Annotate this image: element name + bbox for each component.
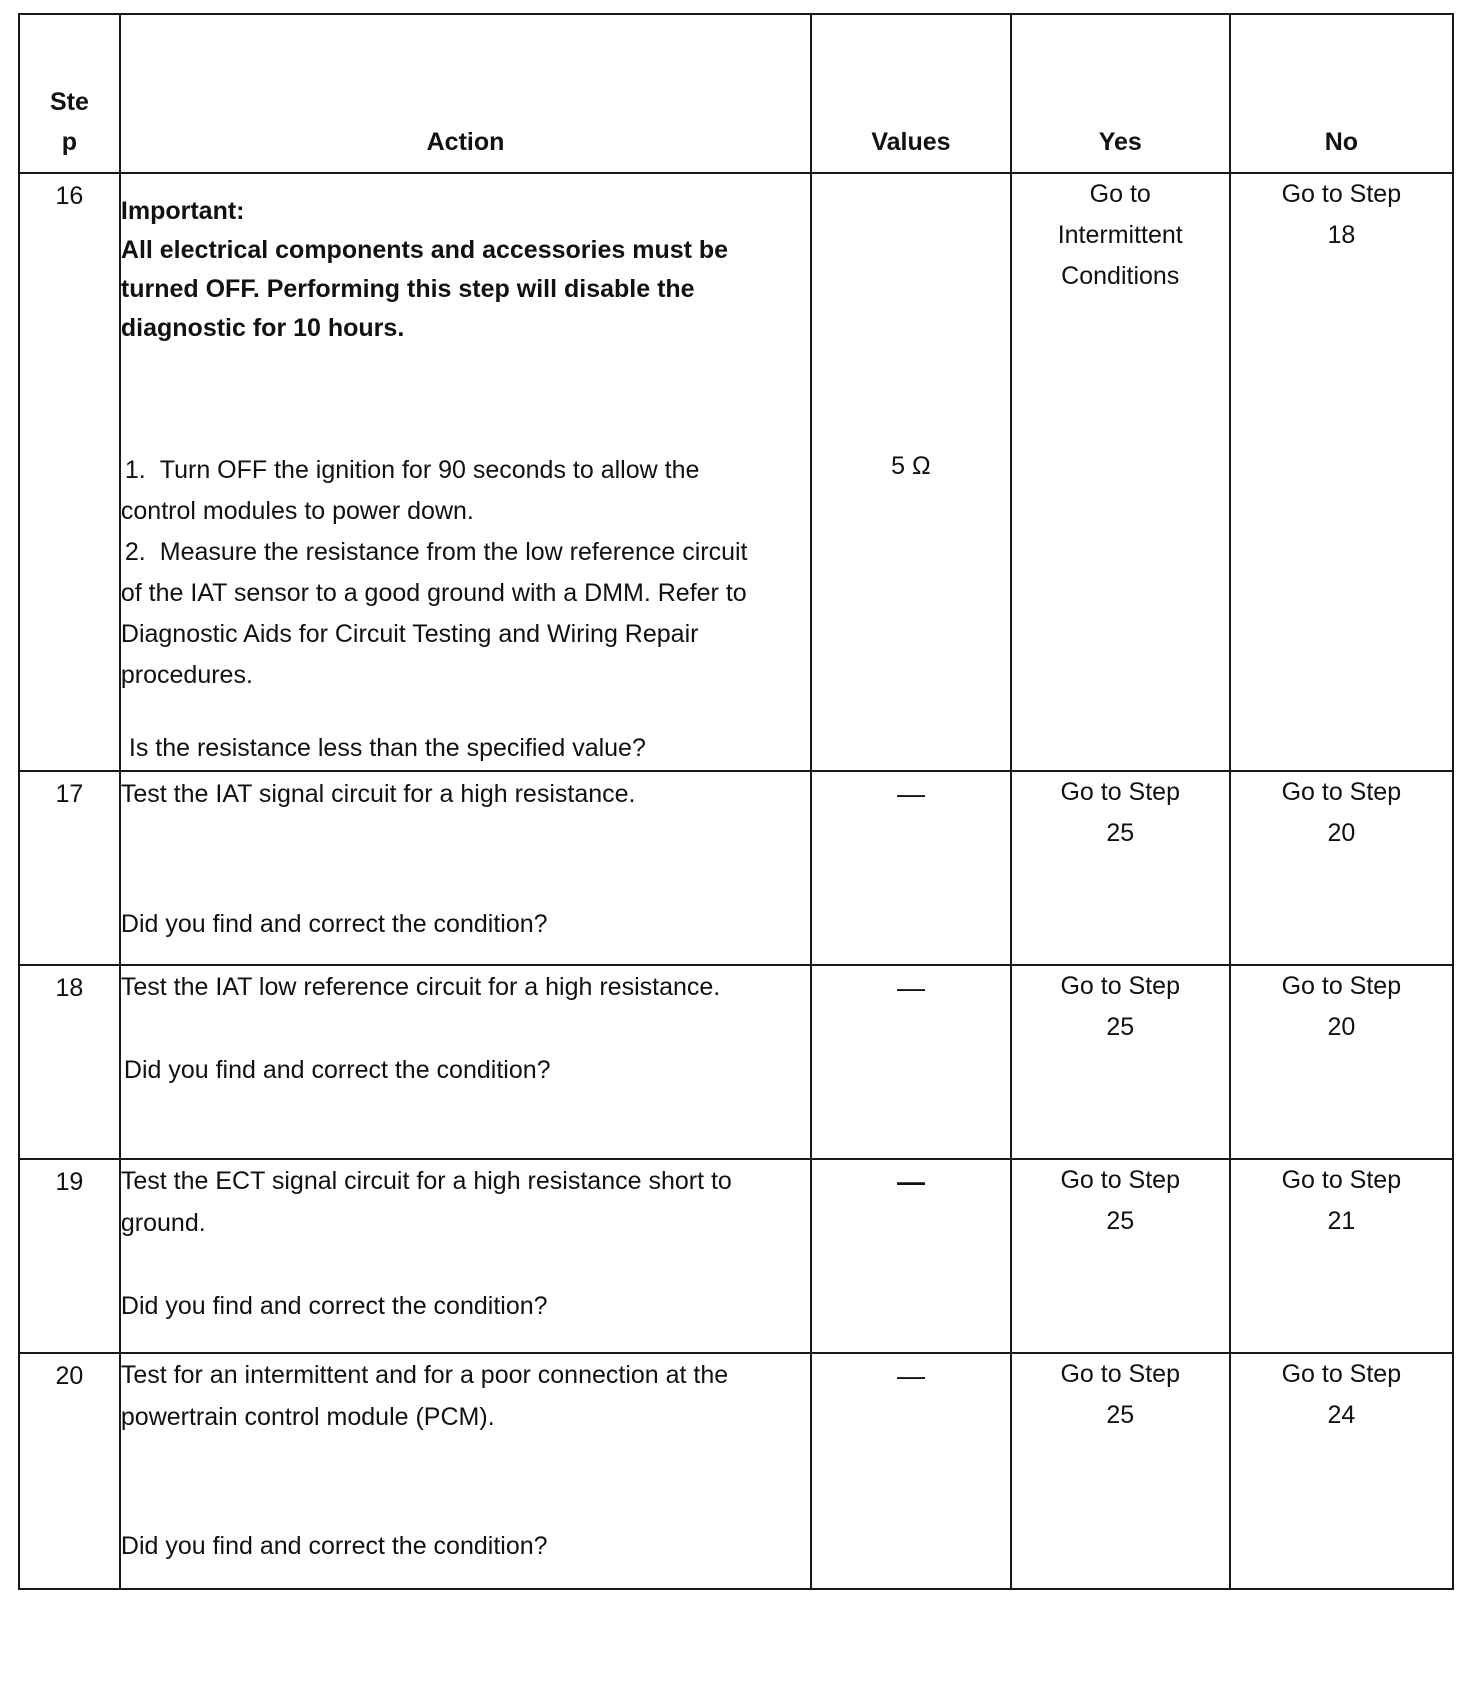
action-text: Test the IAT low reference circuit for a high resistance.: [120, 973, 721, 1001]
step-number: 17: [19, 771, 120, 965]
yes-cell: Go to Step 25: [1011, 771, 1230, 965]
table-row: [19, 965, 1453, 1159]
action-text: Test the ECT signal circuit for a high resistance short to ground.: [120, 1167, 732, 1237]
important-title: Important:: [120, 197, 245, 225]
action-cell: [120, 1353, 811, 1589]
table-row: [19, 173, 1453, 771]
action-question: Did you find and correct the condition?: [123, 1056, 551, 1084]
action-question: Did you find and correct the condition?: [120, 910, 548, 938]
header-no: No: [1230, 14, 1453, 173]
action-question: Is the resistance less than the specified value?: [128, 734, 646, 762]
value-cell: [811, 965, 1011, 1159]
action-cell: [120, 1159, 811, 1353]
yes-cell: Go to Step 25: [1011, 1159, 1230, 1353]
table-row: [19, 1159, 1453, 1353]
value-cell: [811, 1159, 1011, 1353]
action-cell: [120, 173, 811, 771]
diagnostic-table: [18, 13, 1454, 1590]
action-question: Did you find and correct the condition?: [120, 1292, 548, 1320]
step-number: 18: [19, 965, 120, 1159]
step-number: 20: [19, 1353, 120, 1589]
step-number: 16: [19, 173, 120, 771]
table-row: [19, 771, 1453, 965]
value-text: —: [896, 1360, 925, 1391]
yes-cell: Go to Step 25: [1011, 1353, 1230, 1589]
value-cell: [811, 771, 1011, 965]
step-number: 19: [19, 1159, 120, 1353]
no-cell: Go to Step 24: [1230, 1353, 1453, 1589]
action-text: Test the IAT signal circuit for a high resistance.: [120, 780, 636, 808]
table-row: [19, 1353, 1453, 1589]
action-question: Did you find and correct the condition?: [120, 1532, 548, 1560]
no-cell: Go to Step 18: [1230, 173, 1453, 771]
action-list: [121, 450, 810, 696]
no-cell: Go to Step 21: [1230, 1159, 1453, 1353]
value-text: —: [896, 972, 925, 1003]
list-item: 2. Measure the resistance from the low reference circuit of the IAT sensor to a good ground with a DMM. Refer to Diagnostic Aids for Circuit Testing and Wiring Repair procedures.: [120, 538, 748, 689]
header-values: Values: [811, 14, 1011, 173]
header-step: Step: [19, 14, 120, 173]
yes-cell: Go to Intermittent Conditions: [1011, 173, 1230, 771]
action-cell: [120, 965, 811, 1159]
value-cell: [811, 173, 1011, 771]
value-text: —: [896, 1166, 925, 1197]
header-action: Action: [120, 14, 811, 173]
yes-cell: Go to Step 25: [1011, 965, 1230, 1159]
important-text: All electrical components and accessories must be turned OFF. Performing this step will disable the diagnostic for 10 hours.: [120, 236, 729, 342]
header-yes: Yes: [1011, 14, 1230, 173]
important-note: [121, 192, 810, 348]
list-item: 1. Turn OFF the ignition for 90 seconds to allow the control modules to power down.: [120, 456, 700, 525]
value-text: 5 Ω: [891, 452, 931, 480]
value-text: —: [896, 778, 925, 809]
no-cell: Go to Step 20: [1230, 965, 1453, 1159]
action-cell: [120, 771, 811, 965]
action-text: Test for an intermittent and for a poor connection at the powertrain control module (PCM).: [120, 1361, 729, 1431]
value-cell: [811, 1353, 1011, 1589]
no-cell: Go to Step 20: [1230, 771, 1453, 965]
header-row: [19, 14, 1453, 173]
